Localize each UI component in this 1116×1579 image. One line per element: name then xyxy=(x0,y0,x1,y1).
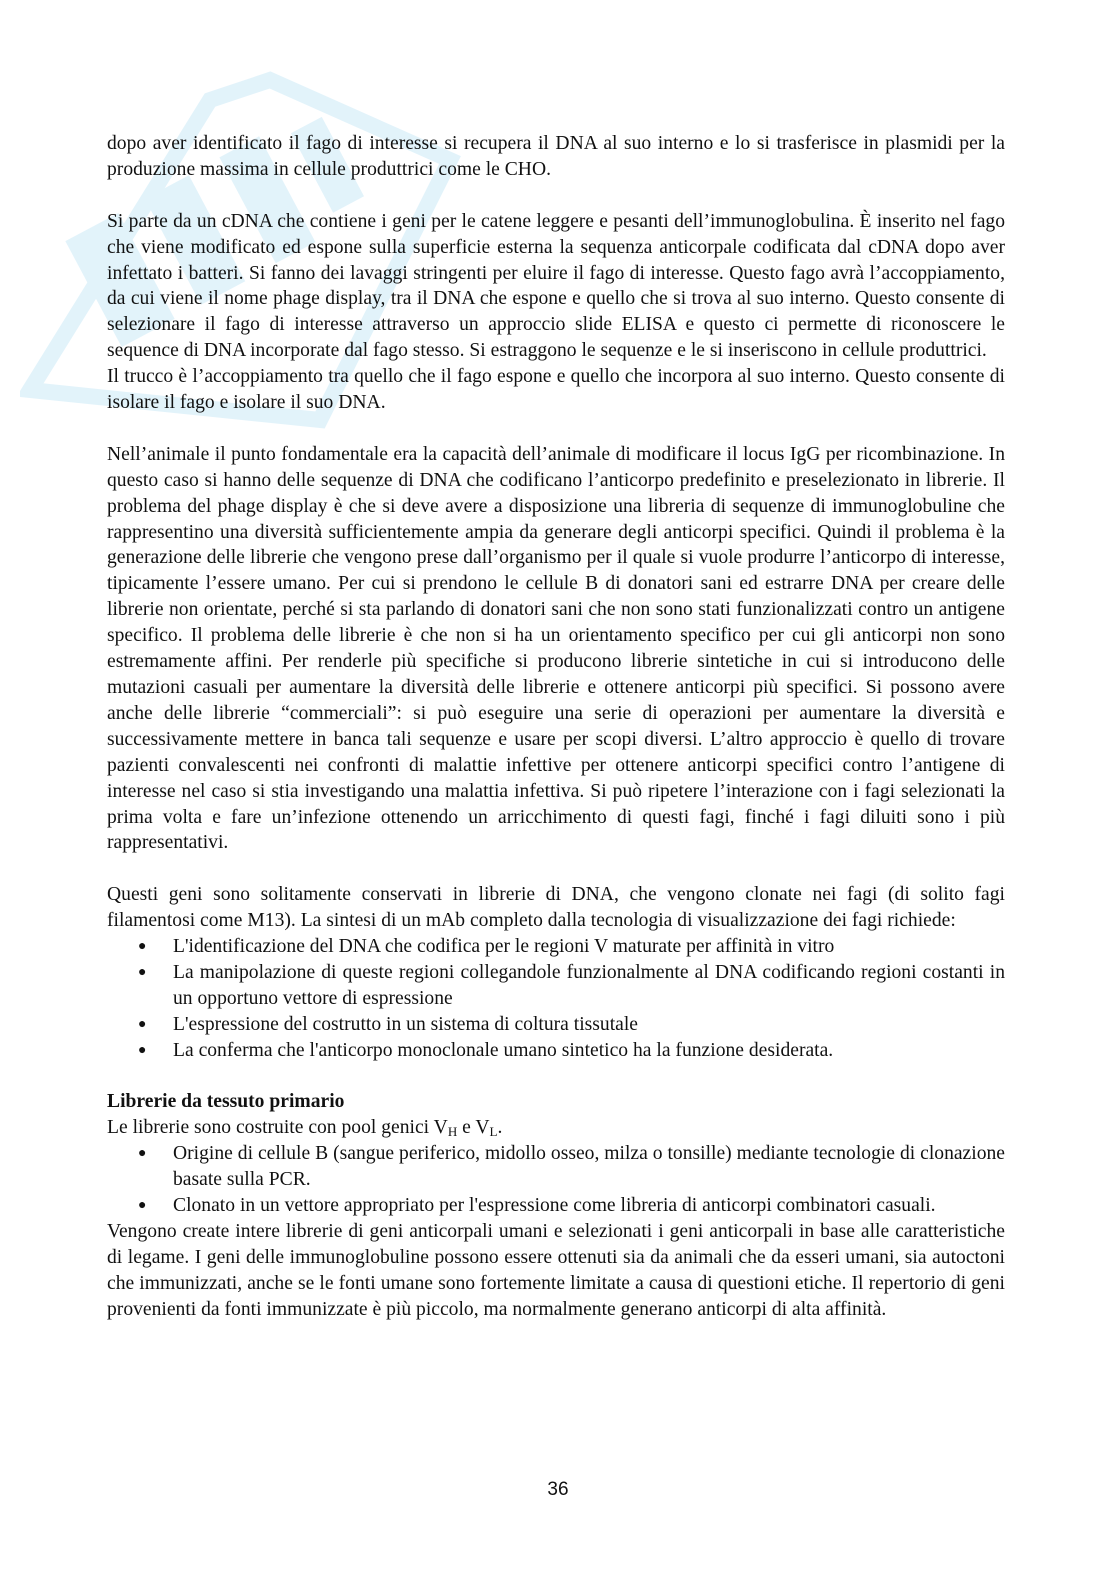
bullet-icon: ● xyxy=(138,964,147,980)
paragraph-spacer xyxy=(107,183,1005,209)
bullet-icon: ● xyxy=(138,1198,147,1214)
list-item-text: La manipolazione di queste regioni collegandole funzionalmente al DNA codificando regioni costanti in un opportuno vettore di espressione xyxy=(173,961,1005,1009)
list-item xyxy=(107,934,1005,960)
bullet-icon: ● xyxy=(138,1146,147,1162)
paragraph-spacer xyxy=(107,1064,1005,1090)
document-body xyxy=(107,131,1005,1323)
subscript-h: H xyxy=(447,1124,458,1140)
paragraph: Il trucco è l’accoppiamento tra quello che il fago espone e quello che incorpora al suo interno. Questo consente di isolare il fago e isolare il suo DNA. xyxy=(107,366,1005,414)
bullet-icon: ● xyxy=(138,1042,147,1058)
bullet-icon: ● xyxy=(138,1016,147,1032)
paragraph: Questi geni sono solitamente conservati in librerie di DNA, che vengono clonate nei fagi (di solito fagi filamentosi come M13). La sintesi di un mAb completo dalla tecnologia di visualizzazione dei fagi richiede: xyxy=(107,884,1005,932)
paragraph: Vengono create intere librerie di geni anticorpali umani e selezionati i geni anticorpali in base alle caratteristiche di legame. I geni delle immunoglobuline possono essere ottenuti sia da animali che da esseri umani, sia autoctoni che immunizzati, anche se le fonti umane sono fortemente limitate a causa di questioni etiche. Il repertorio di geni provenienti da fonti immunizzate è più piccolo, ma normalmente generano anticorpi di alta affinità. xyxy=(107,1221,1005,1320)
list-item-text: L'espressione del costrutto in un sistema di coltura tissutale xyxy=(173,1013,638,1035)
list-item-text: Origine di cellule B (sangue periferico, midollo osseo, milza o tonsille) mediante tecnologie di clonazione basate sulla PCR. xyxy=(173,1143,1005,1191)
requirements-list xyxy=(107,934,1005,1064)
section-heading: Librerie da tessuto primario xyxy=(107,1091,345,1113)
paragraph: Si parte da un cDNA che contiene i geni per le catene leggere e pesanti dell’immunoglobulina. È inserito nel fago che viene modificato ed espone sulla superficie esterna la sequenza anticorpale codificata dal cDNA dopo aver infettato i batteri. Si fanno dei lavaggi stringenti per eluire il fago di interesse. Questo fago avrà l’accoppiamento, da cui viene il nome phage display, tra il DNA che espone e quello che si trova al suo interno. Questo consente di selezionare il fago di interesse attraverso un approccio slide ELISA e questo ci permette di riconoscere le sequence di DNA incorporate dal fago stesso. Si estraggono le sequenze e le si inseriscono in cellule produttrici. xyxy=(107,210,1005,362)
list-item xyxy=(107,1012,1005,1038)
paragraph: Nell’animale il punto fondamentale era la capacità dell’animale di modificare il locus IgG per ricombinazione. In questo caso si hanno delle sequenze di DNA che codificano l’anticorpo predefinito e preselezionato in librerie. Il problema del phage display è che si deve avere a disposizione una libreria di sequenze di immunoglobuline che rappresentino una diversità sufficientemente ampia da generare degli anticorpi specifici. Quindi il problema è la generazione delle librerie che vengono prese dall’organismo per il quale si vuole produrre l’anticorpo di interesse, tipicamente l’essere umano. Per cui si prendono le cellule B di donatori sani ed estrarre DNA per creare delle librerie non orientate, perché si sta parlando di donatori sani che non sono stati funzionalizzati contro un antigene specifico. Il problema delle librerie è che non si ha un orientamento specifico per cui gli anticorpi non sono estremamente affini. Per renderle più specifiche si producono librerie sintetiche in cui si introducono delle mutazioni casuali per aumentare la diversità delle librerie e ottenere anticorpi più specifici. Si possono avere anche delle librerie “commerciali”: si può eseguire una serie di operazioni per aumentare la diversità e successivamente mettere in banca tali sequenze e usare per scopi diversi. L’altro approccio è quello di trovare pazienti convalescenti nei confronti di malattie infettive per ottenere anticorpi specifici contro l’antigene di interesse nel caso si stia investigando una malattia infettiva. Si può ripetere l’interazione con i fagi selezionati la prima volta e fare un’infezione ottenendo un arricchimento di questi fagi, finché i fagi diluiti sono i più rappresentativi. xyxy=(107,443,1005,854)
page-number: 36 xyxy=(547,1479,569,1500)
paragraph-spacer xyxy=(107,856,1005,882)
bullet-icon: ● xyxy=(138,939,147,955)
list-item-text: L'identificazione del DNA che codifica per le regioni V maturate per affinità in vitro xyxy=(173,936,835,958)
list-item-text: Clonato in un vettore appropriato per l'espressione come libreria di anticorpi combinatori casuali. xyxy=(173,1195,936,1217)
library-origin-list xyxy=(107,1141,1005,1219)
paragraph-spacer xyxy=(107,416,1005,442)
intro-text: Le librerie sono costruite con pool genici V xyxy=(107,1117,448,1139)
list-item xyxy=(107,1038,1005,1064)
list-item xyxy=(107,1193,1005,1219)
list-item xyxy=(107,960,1005,1012)
list-item-text: La conferma che l'anticorpo monoclonale umano sintetico ha la funzione desiderata. xyxy=(173,1039,834,1061)
list-item xyxy=(107,1141,1005,1193)
paragraph: dopo aver identificato il fago di interesse si recupera il DNA al suo interno e lo si trasferisce in plasmidi per la produzione massima in cellule produttrici come le CHO. xyxy=(107,133,1005,180)
section-intro xyxy=(107,1115,1005,1141)
subscript-l: L xyxy=(489,1124,498,1140)
intro-text: e V xyxy=(457,1117,490,1139)
intro-text: . xyxy=(497,1117,503,1139)
